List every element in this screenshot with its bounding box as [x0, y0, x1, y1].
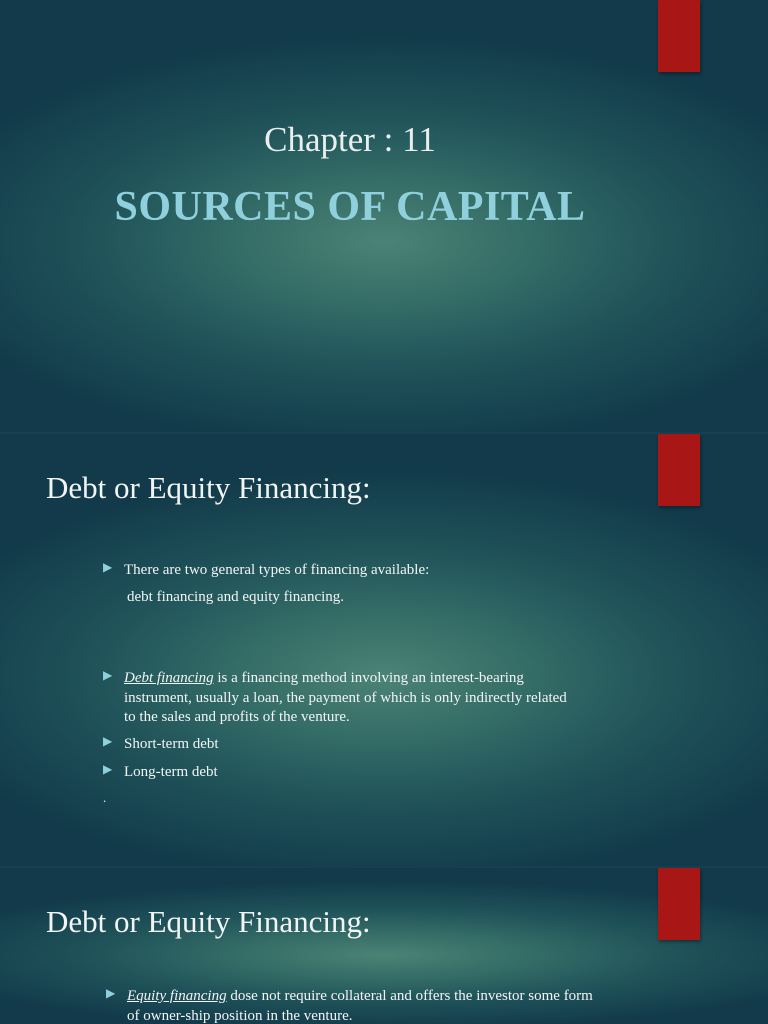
- bullet-arrow-icon: ▶: [103, 734, 113, 748]
- slide-heading: Debt or Equity Financing:: [46, 470, 371, 505]
- equity-slide: [0, 868, 768, 1024]
- red-accent-bar: [658, 868, 700, 940]
- equity-financing-term: Equity financing: [127, 988, 227, 1004]
- bullet-text: Short-term debt: [124, 736, 219, 752]
- trailing-dot: .: [103, 790, 107, 805]
- bullet-arrow-icon: ▶: [106, 986, 116, 1000]
- bullet-text: There are two general types of financing available:: [124, 562, 430, 578]
- bullet-text: dose not require collateral and offers the investor some form: [226, 988, 593, 1004]
- bullet-text: Long-term debt: [124, 764, 218, 780]
- bullet-arrow-icon: ▶: [103, 668, 113, 682]
- red-accent-bar: [658, 0, 700, 72]
- bullet-text: of owner-ship position in the venture.: [127, 1007, 353, 1024]
- title-slide: [0, 0, 768, 432]
- red-accent-bar: [658, 434, 700, 506]
- bullet-text: to the sales and profits of the venture.: [124, 709, 350, 725]
- slide-heading: Debt or Equity Financing:: [46, 904, 371, 939]
- bullet-arrow-icon: ▶: [103, 560, 113, 574]
- bullet-text: is a financing method involving an interest-bearing: [213, 670, 524, 686]
- debt-financing-bullet: [124, 669, 624, 728]
- debt-financing-term: Debt financing: [124, 670, 214, 686]
- chapter-label: Chapter : 11: [264, 120, 436, 159]
- bullet-text: instrument, usually a loan, the payment of which is only indirectly related: [124, 689, 567, 706]
- equity-financing-bullet: [127, 987, 647, 1024]
- bullet-text-continued: debt financing and equity financing.: [127, 589, 345, 605]
- debt-equity-slide: [0, 434, 768, 866]
- slide-title: SOURCES OF CAPITAL: [114, 184, 586, 230]
- bullet-arrow-icon: ▶: [103, 762, 113, 776]
